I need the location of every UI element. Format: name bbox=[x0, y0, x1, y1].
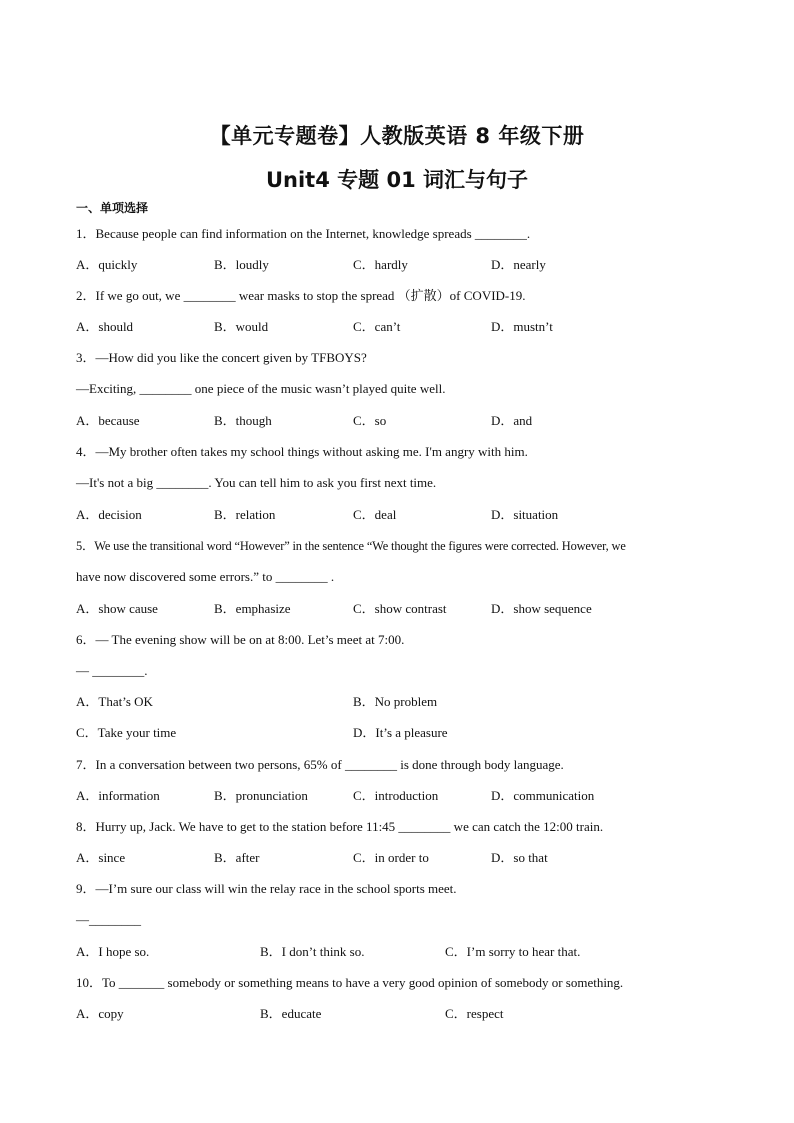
question-4-option-d: D．situation bbox=[491, 507, 559, 522]
question-1-option-d: D．nearly bbox=[491, 257, 546, 272]
question-5-stem: 5．We use the transitional word “However” in the sentence “We thought the figures were corrected. However, we bbox=[76, 539, 626, 553]
question-6-stem: 6．— The evening show will be on at 8:00. Let’s meet at 7:00. bbox=[76, 632, 405, 647]
question-2-stem: 2．If we go out, we ________ wear masks to stop the spread （扩散）of COVID-19. bbox=[76, 288, 526, 303]
question-4-stem: 4．—My brother often takes my school things without asking me. I'm angry with him. bbox=[76, 444, 528, 459]
question-4-option-a: A．decision bbox=[76, 507, 142, 522]
question-1-stem: 1．Because people can find information on the Internet, knowledge spreads ________. bbox=[76, 226, 531, 241]
question-7-option-d: D．communication bbox=[491, 788, 595, 803]
page-subtitle: Unit4 专题 01 词汇与句子 bbox=[265, 168, 528, 192]
question-10-stem: 10．To _______ somebody or something means to have a very good opinion of somebody or something. bbox=[76, 975, 624, 990]
question-8-option-d: D．so that bbox=[491, 850, 548, 865]
question-9-stem: 9．—I’m sure our class will win the relay race in the school sports meet. bbox=[76, 881, 457, 896]
question-4-option-c: C．deal bbox=[353, 507, 397, 522]
section-heading: 一、单项选择 bbox=[76, 201, 149, 215]
question-6-option-b: B．No problem bbox=[353, 694, 438, 709]
question-2-option-d: D．mustn’t bbox=[491, 319, 553, 334]
question-2-option-b: B．would bbox=[214, 319, 269, 334]
question-10-option-a: A．copy bbox=[76, 1006, 124, 1021]
question-6-stem-2: — ________. bbox=[76, 663, 148, 678]
question-5-option-d: D．show sequence bbox=[491, 601, 592, 616]
question-7-option-a: A．information bbox=[76, 788, 160, 803]
question-2-option-c: C．can’t bbox=[353, 319, 401, 334]
question-8-option-c: C．in order to bbox=[353, 850, 429, 865]
question-9-option-c: C．I’m sorry to hear that. bbox=[445, 944, 581, 959]
question-8-option-a: A．since bbox=[76, 850, 126, 865]
question-10-option-c: C．respect bbox=[445, 1006, 504, 1021]
question-2-option-a: A．should bbox=[76, 319, 134, 334]
question-6-option-a: A．That’s OK bbox=[76, 694, 153, 709]
question-5-option-a: A．show cause bbox=[76, 601, 158, 616]
question-3-option-a: A．because bbox=[76, 413, 140, 428]
question-5-stem-2: have now discovered some errors.” to ________ . bbox=[76, 569, 335, 584]
question-6-option-c: C．Take your time bbox=[76, 725, 177, 740]
question-7-option-c: C．introduction bbox=[353, 788, 439, 803]
question-5-option-c: C．show contrast bbox=[353, 601, 447, 616]
question-4-option-b: B．relation bbox=[214, 507, 276, 522]
question-3-stem: 3．—How did you like the concert given by TFBOYS? bbox=[76, 350, 367, 365]
question-3-option-d: D．and bbox=[491, 413, 533, 428]
question-1-option-c: C．hardly bbox=[353, 257, 408, 272]
question-7-option-b: B．pronunciation bbox=[214, 788, 308, 803]
question-9-option-b: B．I don’t think so. bbox=[260, 944, 365, 959]
question-8-stem: 8．Hurry up, Jack. We have to get to the station before 11:45 ________ we can catch the 12:00 train. bbox=[76, 819, 604, 834]
question-10-option-b: B．educate bbox=[260, 1006, 322, 1021]
page-title: 【单元专题卷】人教版英语 8 年级下册 bbox=[209, 124, 585, 148]
question-3-stem-2: —Exciting, ________ one piece of the music wasn’t played quite well. bbox=[76, 381, 446, 396]
question-3-option-b: B．though bbox=[214, 413, 272, 428]
question-8-option-b: B．after bbox=[214, 850, 260, 865]
question-1-option-a: A．quickly bbox=[76, 257, 138, 272]
question-9-stem-2: —________ bbox=[76, 912, 141, 927]
question-3-option-c: C．so bbox=[353, 413, 387, 428]
question-7-stem: 7．In a conversation between two persons, 65% of ________ is done through body language. bbox=[76, 757, 564, 772]
question-1-option-b: B．loudly bbox=[214, 257, 269, 272]
question-6-option-d: D．It’s a pleasure bbox=[353, 725, 448, 740]
question-5-option-b: B．emphasize bbox=[214, 601, 291, 616]
question-9-option-a: A．I hope so. bbox=[76, 944, 150, 959]
question-4-stem-2: —It's not a big ________. You can tell him to ask you first next time. bbox=[76, 475, 437, 490]
